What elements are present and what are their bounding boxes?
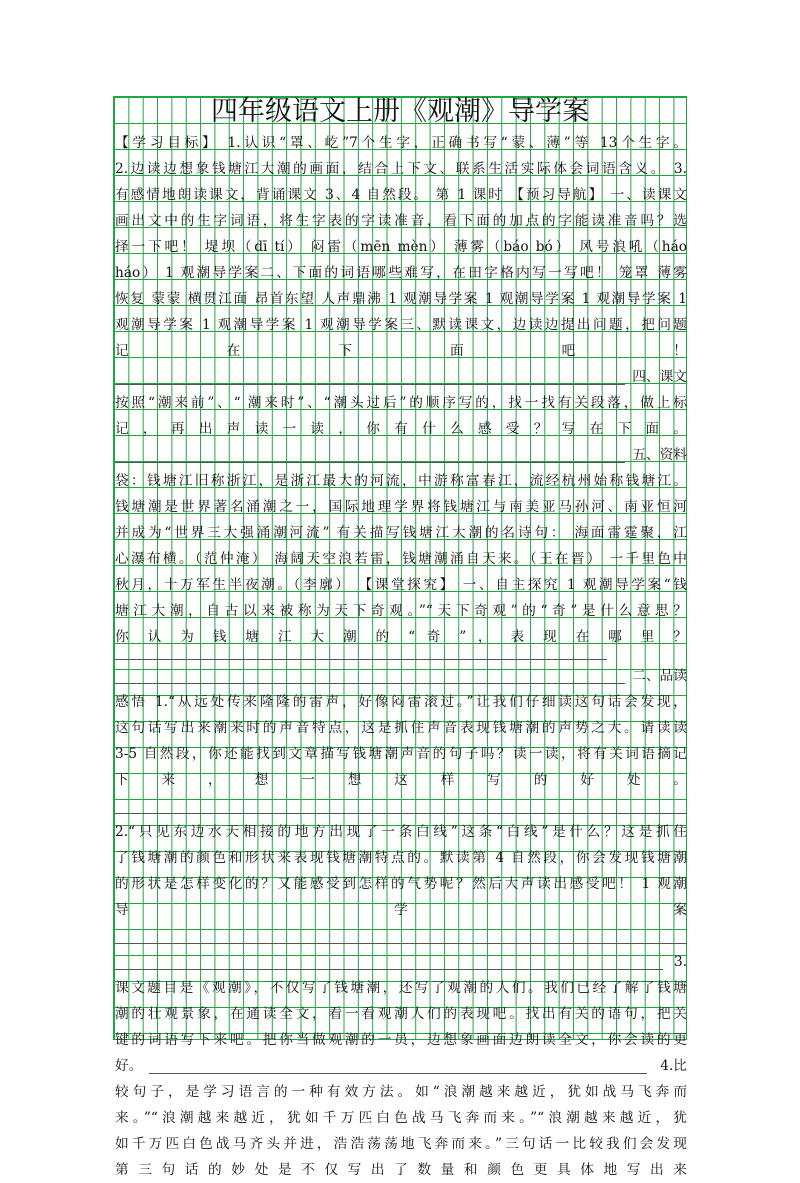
answer-underline [115, 683, 625, 684]
text-line: 按照“潮来前”、“ 潮来时”、“潮头过后”的顺序写的，找一找有关段落，做上标 [115, 395, 687, 411]
text-line: 感悟 1.“从远处传来隆隆的雷声，好像闷雷滚过。”让我们仔细读这句话会发现， [115, 694, 687, 710]
text-line: 潮的壮观景象，在通读全文，看一看观潮人们的表现吧。找出有关的语句，把关 [115, 1006, 687, 1022]
answer-line [115, 364, 687, 390]
text-line: 心瀑布横。（范仲淹） 海阔天空浪若雷，钱塘潮涌自天来。（王在晋） 一千里色中 [115, 551, 687, 567]
text-line: 秋月，十万军生半夜潮。（李廓） 【课堂探究】 一、自主探究 1 观潮导学案“钱 [115, 577, 687, 593]
section-heading: 二、品读 [632, 668, 687, 684]
answer-line [115, 1053, 687, 1079]
text-line: 你 认 为 钱 塘 江 大 潮 的 “ 奇 ” ， 表 现 在 哪 里 ？ [115, 629, 687, 645]
answer-line [115, 442, 687, 468]
text-line: 课文题目是《观潮》，不仅写了钱塘潮，还写了观潮的人们。我们已经了解了钱塘 [115, 980, 687, 996]
text-line: 塘江大潮，自古以来被称为天下奇观。”“天下奇观”的“奇”是什么意思？ [115, 603, 687, 619]
answer-line [115, 650, 687, 663]
section-heading: 3. [673, 954, 687, 970]
text-line: 袋：钱塘江旧称浙江，是浙江最大的河流，中游称富春江，流经杭州始称钱塘江。 [115, 473, 687, 489]
answer-underline [149, 1073, 647, 1074]
text-line: 2.边读边想象钱塘江大潮的画面，结合上下文、联系生活实际体会词语含义。 3. [115, 161, 687, 177]
section-heading: 五、资料 [632, 447, 687, 463]
text-line: 钱塘潮是世界著名涌潮之一，国际地理学界将钱塘江与南美亚马孙河、南亚恒河 [115, 499, 687, 515]
text-line: 有感情地朗读课文，背诵课文 3、4 自然段。 第 1 课时 【预习导航】 一、读课文 [115, 187, 687, 203]
text-line: háo） 1 观潮导学案二、下面的词语哪些难写，在田字格内写一写吧！ 笼罩 薄雾 [115, 265, 687, 281]
text-line: 3-5 自然段，你还能找到文章描写钱塘潮声音的句子吗？读一读，将有关词语摘记 [115, 746, 687, 762]
answer-underline [115, 659, 607, 660]
answer-line [115, 949, 687, 975]
answer-line [115, 793, 687, 819]
text-line: 观潮导学案 1 观潮导学案 1 观潮导学案三、默读课文，边读边提出问题，把问题 [115, 317, 687, 333]
answer-underline [115, 943, 687, 944]
page-title: 四年级语文上册《观潮》导学案 [211, 96, 589, 127]
text-line: 键的词语写下来吧。把你当做观潮的一员，边想象画面边朗读全文，你会读的更 [115, 1032, 687, 1048]
text-line: 好。 [115, 1058, 143, 1074]
answer-line [115, 663, 687, 689]
text-line: 了钱塘潮的颜色和形状来表现钱塘潮特点的。默读第 4 自然段，你会发现钱塘潮 [115, 850, 687, 866]
answer-underline [115, 969, 663, 970]
text-line: 较句子，是学习语言的一种有效方法。如“浪潮越来越近，犹如战马飞奔而 [115, 1084, 687, 1100]
text-line: 并成为“世界三大强涌潮河流” 有关描写钱塘江大潮的名诗句： 海面雷霆聚，江 [115, 525, 687, 541]
text-line: 记 在 下 面 吧 ！ [115, 343, 687, 359]
text-line: 如千万匹白色战马齐头并进，浩浩荡荡地飞奔而来。”三句话一比较我们会发现 [115, 1136, 687, 1152]
section-heading: 四、课文 [632, 369, 687, 385]
text-line: 导 学 案 [115, 902, 687, 918]
answer-line [115, 923, 687, 949]
text-line: 这句话写出来潮来时的声音特点，这是抓住声音表现钱塘潮的声势之大。请读读 [115, 720, 687, 736]
text-line: 2.“只见东边水天相接的地方出现了一条白线”这条“白线”是什么？这是抓住 [115, 824, 687, 840]
section-heading: 4.比 [660, 1058, 687, 1074]
text-line: 恢复 蒙蒙 横贯江面 昂首东望 人声鼎沸 1 观潮导学案 1 观潮导学案 1 观潮导学案 1 [115, 291, 687, 307]
text-line: 第 三 句 话 的 妙 处 是 不 仅 写 出 了 数 量 和 颜 色 更 具 体 地 写 出 来 [115, 1162, 687, 1178]
answer-underline [115, 813, 687, 814]
text-line: 的形状是怎样变化的？又能感受到怎样的气势呢？然后大声读出感受吧！ 1 观潮 [115, 876, 687, 892]
text-line: 择一下吧！ 堤坝（dī tí） 闷雷（mēn mèn） 薄雾（báo bó） 风号浪吼（háo [115, 239, 687, 255]
text-line: 【学习目标】 1.认识“罩、屹”7个生字，正确书写“蒙、薄”等 13个生字。 [115, 135, 687, 151]
answer-underline [115, 462, 625, 463]
text-line: 画出文中的生字词语，将生字表的字读准音，看下面的加点的字能读准音吗？选 [115, 213, 687, 229]
text-line: 记 ， 再 出 声 读 一 读 ， 你 有 什 么 感 受 ？ 写 在 下 面 。 [115, 421, 687, 437]
text-line: 来。”“浪潮越来越近，犹如千万匹白色战马飞奔而来。”“浪潮越来越近，犹 [115, 1110, 687, 1126]
answer-underline [115, 384, 625, 385]
document-body [115, 130, 687, 1183]
text-line: 下 来 ， 想 一 想 这 样 写 的 好 处 。 [115, 772, 687, 788]
